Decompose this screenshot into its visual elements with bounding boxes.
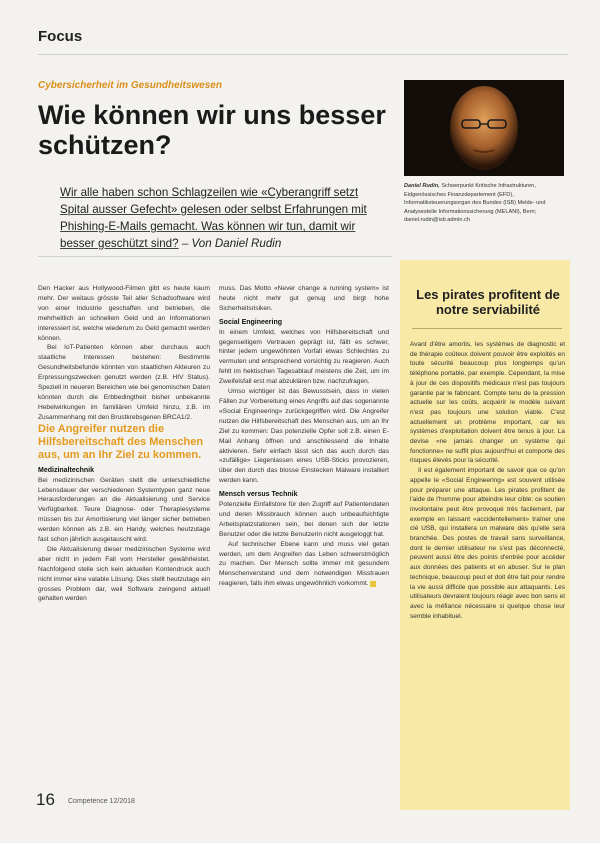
end-mark-icon <box>370 581 376 587</box>
subheading-mensch-versus-technik: Mensch versus Technik <box>219 491 298 499</box>
sidebar-text <box>410 340 565 621</box>
lead-byline: – Von Daniel Rudin <box>178 237 282 250</box>
top-divider <box>38 54 568 55</box>
publication-footer: Competence 12/2018 <box>68 798 135 805</box>
sidebar-title: Les pirates profitent de notre serviabilité <box>416 287 560 317</box>
paragraph: Den Hacker aus Hollywood-Filmen gibt es heute kaum mehr. Der weitaus grösste Teil aller Schadsoftware wird von einer Industrie geschaffen und betrieben, die mehrheitlich an schnellem Geld und an Informationen interessiert ist, welche wiederum zu Geld gemacht werden können. <box>38 285 210 342</box>
paragraph: Umso wichtiger ist das Bewusstsein, dass in vielen Fällen zur Vorbereitung eines Angriffs auf das sogenannte «Social Engineering» zurückgegriffen wird. Die Angreifer nutzen die Hilfsbereitschaft des Menschen aus, um an Ihr Ziel zu kommen: Das potenzielle Opfer soll z.B. einen E-Mail Anhang öffnen und anschliessend die Inhalte aktivieren. Sehr einfach lässt sich das auch durch das «zufällige» Liegenlassen eines USB-Sticks provozieren, über den durch das blosse Einstecken Malware installiert werden kann. <box>219 388 389 485</box>
article-lead <box>60 184 386 252</box>
paragraph: Potenzielle Einfallstore für den Zugriff auf Patientendaten und deren Missbrauch können auch unbeaufsichtigte Arbeitsplatzstationen sein, bei denen sich der letzte Benutzer oder die letzte Benutzerin nicht ausgeloggt hat. <box>219 501 389 538</box>
paragraph: muss. Das Motto «Never change a running system» ist heute nicht mehr gut genug und birgt hohe Sicherheitsrisiken. <box>219 285 389 312</box>
paragraph: Bei IoT-Patienten können aber durchaus auch staatliche Interessen bestehen: Bestimmte Gesundheitsbefunde könnten von staatlichen Akteuren zu Erpressungszwecken genutzt werden (z.B. HIV Status). Speziell in neueren Bereichen wie bei genomischen Daten könnten durch die Erbbedingtheit bisher unbekannte Hebelwirkungen im familiären Umfeld hinzu, z.B. im Zusammenhang mit den Brustkrebsgenen BRCA1/2. <box>38 344 210 421</box>
paragraph: In einem Umfeld, welches von Hilfsbereitschaft und gegenseitigem Vertrauen geprägt ist, fällt es schwer, hinter jedem ungewöhnten Vorfall etwas Schlechtes zu vermuten und entsprechend vorsichtig zu reagieren. Auch fehlt im hektischen Tagesablauf meistens die Zeit, um im Zweifelsfall erst mal abzuklären bzw. nachzufragen. <box>219 328 389 386</box>
lead-text: Wir alle haben schon Schlagzeilen wie «Cyberangriff setzt Spital ausser Gefecht» gelesen oder selbst Erfahrungen mit Phishing-E-Mails gemacht. Was können wir tun, damit wir besser geschützt sind? <box>60 186 367 250</box>
paragraph: Avant d'être amortis, les systèmes de diagnostic et de thérapie coûteux doivent pouvoir être exploités en toute sécurité beaucoup plus longtemps qu'un téléphone portable, par exemple. Cependant, la mise à jour de ces dispositifs médicaux n'est pas toujours garantie par le fabricant. Compte tenu de la pression actuelle sur les coûts, acquérir le modèle suivant n'est pas toujours une solution viable. C'est actuellement un problème important, car les systèmes d'exploitation doivent être tenus à jour. La devise «ne jamais changer un système qui fonctionne» ne suffit plus aujourd'hui et comporte des risques élevés pour la sécurité. <box>410 341 565 465</box>
article-headline: Wie können wir uns besser schützen? <box>38 100 386 160</box>
lead-divider <box>38 256 392 257</box>
page-number: 16 <box>36 790 55 809</box>
paragraph: Die Aktualisierung dieser medizinischen Systeme wird aber nicht in jedem Fall vom Hersteller gewährleistet. Nachfolgend stelle sich kein aktuellen Kontendruck auch nicht immer eine valable Lösung. Dies stellt heutzutage ein grosses Problem dar, weil Software zwingend aktuell gehalten werden <box>38 545 210 603</box>
subheading-medizinaltechnik: Medizinaltechnik <box>38 466 95 474</box>
section-label: Focus <box>38 28 83 45</box>
paragraph: Bei medizinischen Geräten stellt die unterschiedliche Lebensdauer der verschiedenen Systemtypen ganz neue Herausforderungen an die Aktualisierung und Service Verfügbarkeit. Teure Diagnose- oder Therapiesysteme müssen bis zur Amortisierung viel länger sicher betrieben werden können als z.B. ein Handy, welches heutzutage fast schon jährlich ausgetauscht wird. <box>38 476 210 544</box>
body-column-1 <box>38 284 210 604</box>
sidebar-divider <box>412 328 562 329</box>
paragraph-text: Auf technischer Ebene kann und muss viel getan werden, um dem Angreifen das Leben schwerstmöglich zu machen. Der Mensch sollte immer mit gesundem Menschenverstand und dem notwendigen Misstrauen reagieren, falls ihm etwas ungewöhnlich vorkommt. <box>219 540 389 588</box>
subheading-social-engineering: Social Engineering <box>219 318 283 326</box>
author-caption <box>404 182 570 225</box>
paragraph: Il est également important de savoir que ce qu'on appelle le «Social Engineering» est souvent utilisée pour préparer une attaque. Les pirates profitent de l'aide de l'homme pour atteindre leur cible: ce soutien involontaire peut être provoqué très facilement, par exemple en laissant «accidentellement» traîner une clé USB, qui installera un malware dès qu'elle sera branchée. Des postes de travail sans surveillance, dont le dernier utilisateur ne s'est pas déconnecté, peuvent aussi être des points d'entrée pour accéder aux données des patients et en abuser. Sur le plan technique, beaucoup peut et doit être fait pour rendre la vie aussi difficile que possible aux attaquants. Les utilisateurs devraient toujours réagir avec bon sens et avec la méfiance nécessaire si quelque chose leur semble inhabituel. <box>410 467 565 620</box>
author-bio: Schwerpunkt Kritische Infrastrukturen, Eidgenössisches Finanzdepartement (EFD), Informatiksteuerungsorgan des Bundes (ISB) Melde- und Analysestelle Informationssicherung (MELANI), Bern; daniel.rudin@isb.admin.ch <box>404 183 546 224</box>
author-portrait <box>404 80 564 176</box>
article-kicker: Cybersicherheit im Gesundheitswesen <box>38 80 222 91</box>
body-column-2 <box>219 284 389 589</box>
paragraph <box>219 540 389 590</box>
author-name: Daniel Rudin, <box>404 183 440 189</box>
pull-quote: Die Angreifer nutzen die Hilfsbereitschaft des Menschen aus, um an Ihr Ziel zu kommen. <box>38 422 204 461</box>
